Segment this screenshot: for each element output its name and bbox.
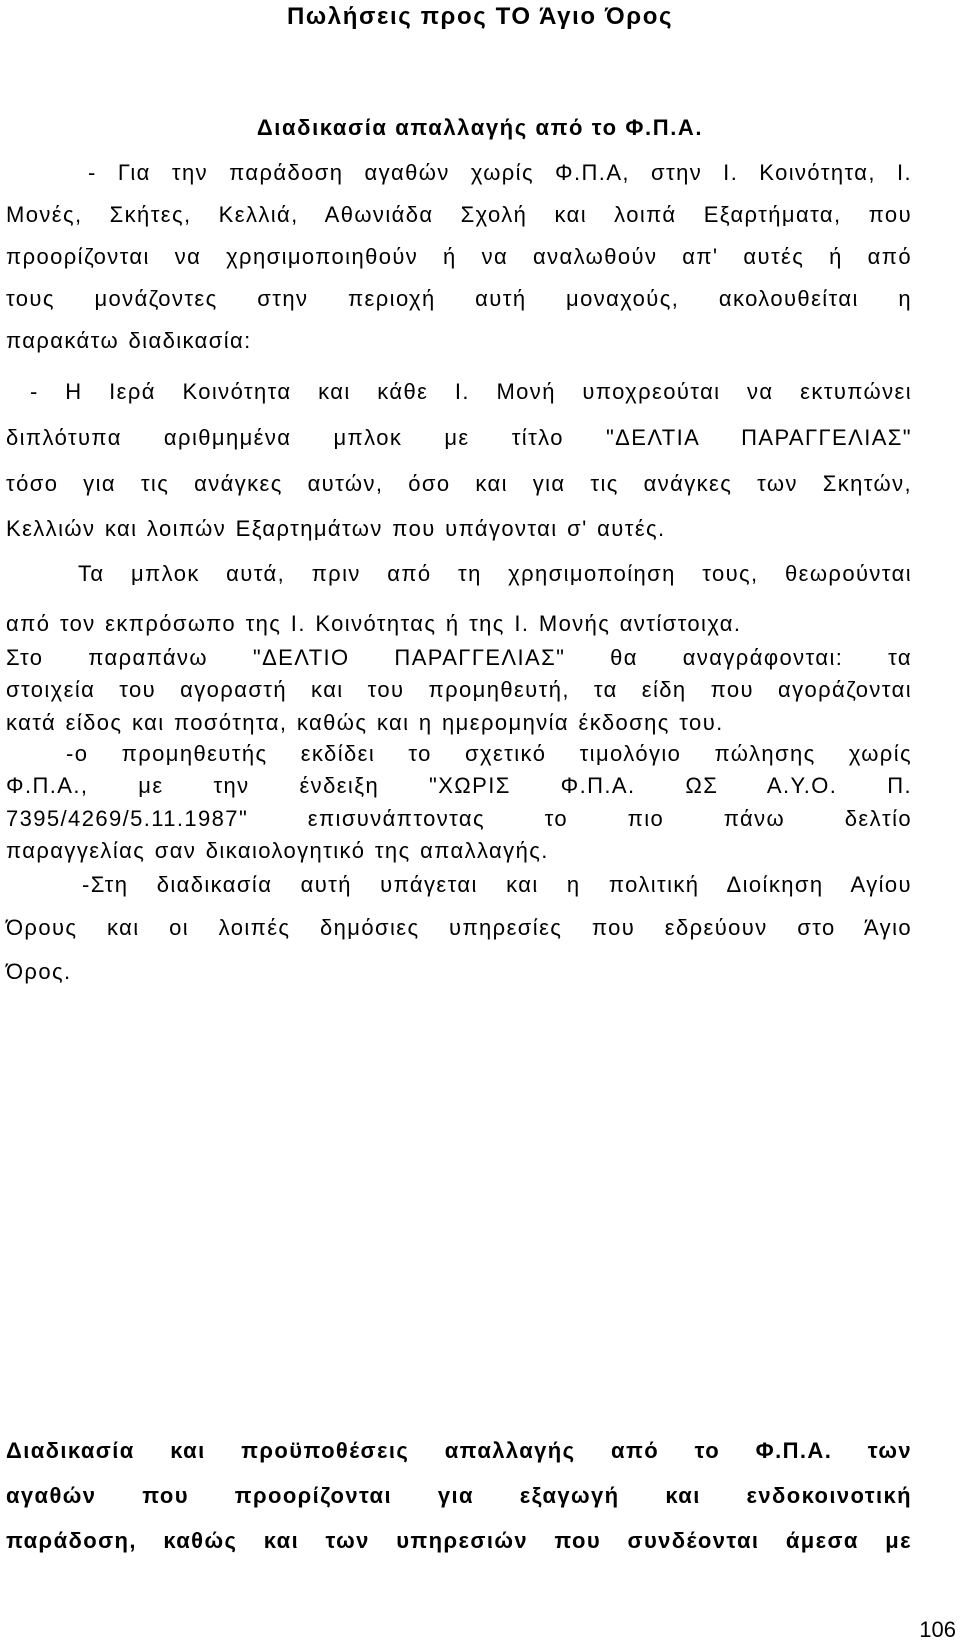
page-number: 106 xyxy=(919,1617,956,1642)
body-line: τους μονάζοντες στην περιοχή αυτή μοναχούς, ακολουθείται η xyxy=(6,286,912,311)
body-line: - Για την παράδοση αγαθών χωρίς Φ.Π.Α, στην Ι. Κοινότητα, Ι. xyxy=(88,160,912,185)
body-line: Τα μπλοκ αυτά, πριν από τη χρησιμοποίηση τους, θεωρούνται xyxy=(78,561,912,586)
body-line: -Στη διαδικασία αυτή υπάγεται και η πολιτική Διοίκηση Αγίου xyxy=(82,872,912,897)
section2-heading-line: Διαδικασία και προϋποθέσεις απαλλαγής από το Φ.Π.Α. των xyxy=(6,1438,912,1463)
body-line: Φ.Π.Α., με την ένδειξη "ΧΩΡΙΣ Φ.Π.Α. ΩΣ Α.Υ.Ο. Π. xyxy=(6,773,912,798)
body-line: 7395/4269/5.11.1987" επισυνάπτοντας το πιο πάνω δελτίο xyxy=(6,806,912,831)
body-line: κατά είδος και ποσότητα, καθώς και η ημερομηνία έκδοσης του. xyxy=(6,710,724,735)
body-line: Όρους και οι λοιπές δημόσιες υπηρεσίες που εδρεύουν στο Άγιο xyxy=(6,915,912,940)
section2-heading-line: αγαθών που προορίζονται για εξαγωγή και ενδοκοινοτική xyxy=(6,1483,912,1508)
body-line: -ο προμηθευτής εκδίδει το σχετικό τιμολόγιο πώλησης χωρίς xyxy=(66,741,912,766)
body-line: παρακάτω διαδικασία: xyxy=(6,328,252,353)
body-line: προορίζονται να χρησιμοποιηθούν ή να αναλωθούν απ' αυτές ή από xyxy=(6,244,912,269)
body-line: διπλότυπα αριθμημένα μπλοκ με τίτλο "ΔΕΛΤΙΑ ΠΑΡΑΓΓΕΛΙΑΣ" xyxy=(6,425,912,450)
body-line: Μονές, Σκήτες, Κελλιά, Αθωνιάδα Σχολή και λοιπά Εξαρτήματα, που xyxy=(6,202,912,227)
body-line: παραγγελίας σαν δικαιολογητικό της απαλλαγής. xyxy=(6,838,549,863)
section-heading: Διαδικασία απαλλαγής από το Φ.Π.Α. xyxy=(256,115,704,140)
body-line: από τον εκπρόσωπο της Ι. Κοινότητας ή της Ι. Μονής αντίστοιχα. xyxy=(6,611,742,636)
body-line: Κελλιών και λοιπών Εξαρτημάτων που υπάγονται σ' αυτές. xyxy=(6,516,666,541)
body-line: Όρος. xyxy=(6,959,72,984)
body-line: - Η Ιερά Κοινότητα και κάθε Ι. Μονή υποχρεούται να εκτυπώνει xyxy=(30,379,912,404)
body-line: τόσο για τις ανάγκες αυτών, όσο και για τις ανάγκες των Σκητών, xyxy=(6,471,912,496)
body-line: στοιχεία του αγοραστή και του προμηθευτή, τα είδη που αγοράζονται xyxy=(6,677,912,702)
page-title: Πωλήσεις προς ΤΟ Άγιο Όρος xyxy=(286,3,674,30)
body-line: Στο παραπάνω "ΔΕΛΤΙΟ ΠΑΡΑΓΓΕΛΙΑΣ" θα αναγράφονται: τα xyxy=(6,645,912,670)
section2-heading-line: παράδοση, καθώς και των υπηρεσιών που συνδέονται άμεσα με xyxy=(6,1528,912,1553)
